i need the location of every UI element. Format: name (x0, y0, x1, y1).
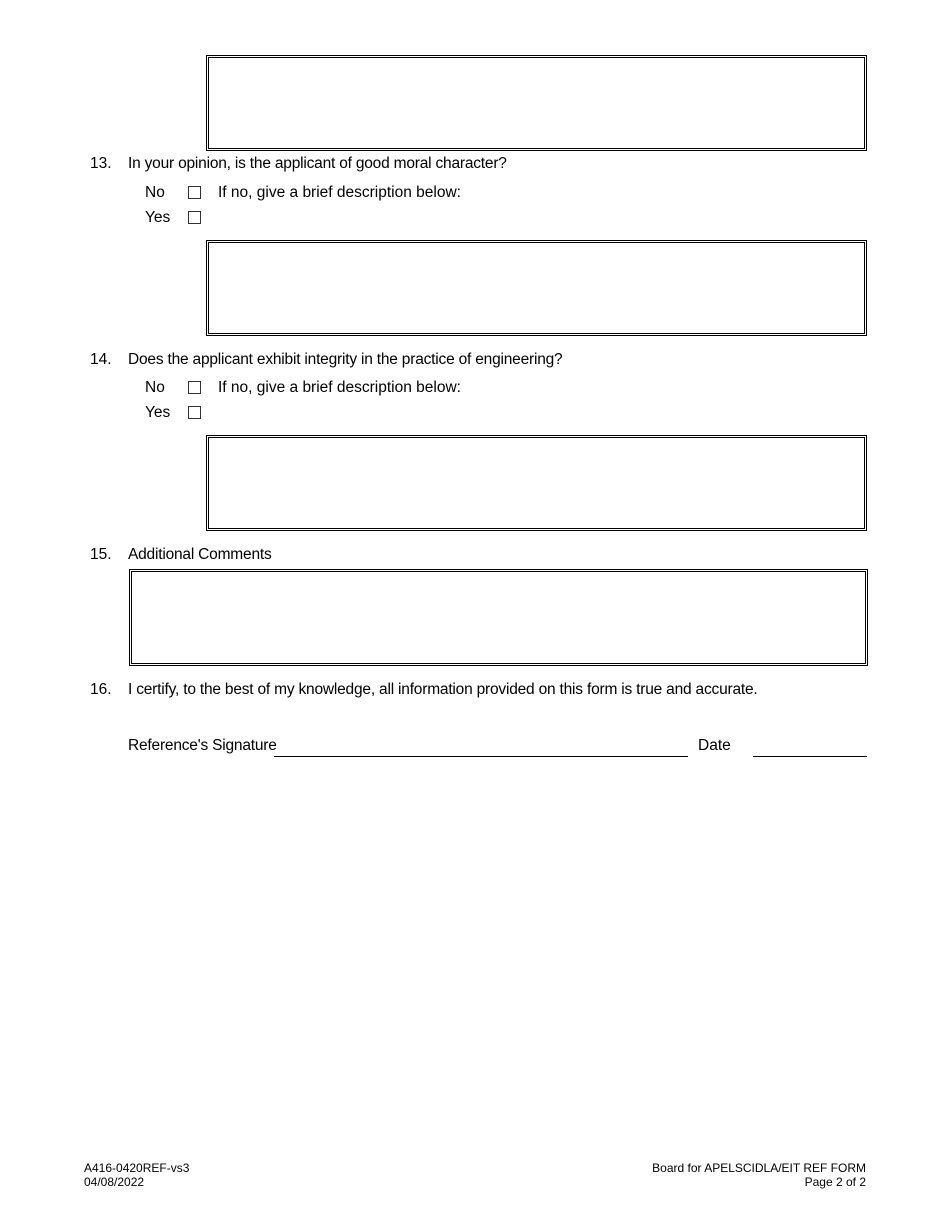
q14-yes-label: Yes (145, 404, 171, 421)
date-label: Date (698, 737, 731, 754)
signature-label: Reference's Signature (128, 737, 277, 754)
q13-no-checkbox[interactable] (188, 186, 201, 199)
q14-no-label: No (145, 379, 165, 396)
q13-description-box[interactable] (206, 240, 867, 336)
q14-number: 14. (90, 351, 112, 368)
q15-question: Additional Comments (128, 546, 272, 563)
q15-comments-box[interactable] (129, 569, 868, 666)
q13-yes-checkbox[interactable] (188, 211, 201, 224)
q13-question: In your opinion, is the applicant of good moral character? (128, 155, 507, 172)
q14-yes-checkbox[interactable] (188, 406, 201, 419)
q13-no-label: No (145, 184, 165, 201)
signature-line[interactable] (274, 756, 688, 757)
q14-no-checkbox[interactable] (188, 381, 201, 394)
date-line[interactable] (753, 756, 867, 757)
footer-page-number: Page 2 of 2 (804, 1175, 866, 1189)
q14-question: Does the applicant exhibit integrity in the practice of engineering? (128, 351, 563, 368)
footer-form-date: 04/08/2022 (84, 1175, 145, 1189)
q13-hint: If no, give a brief description below: (218, 184, 461, 201)
q16-number: 16. (90, 681, 112, 698)
footer-form-code: A416-0420REF-vs3 (84, 1161, 190, 1175)
q14-description-box[interactable] (206, 435, 867, 531)
q13-number: 13. (90, 155, 112, 172)
q15-number: 15. (90, 546, 112, 563)
q16-certification: I certify, to the best of my knowledge, all information provided on this form is true and accurate. (128, 681, 758, 698)
q12-description-box[interactable] (206, 55, 867, 151)
footer-board: Board for APELSCIDLA/EIT REF FORM (652, 1161, 866, 1175)
q13-yes-label: Yes (145, 209, 171, 226)
q14-hint: If no, give a brief description below: (218, 379, 461, 396)
